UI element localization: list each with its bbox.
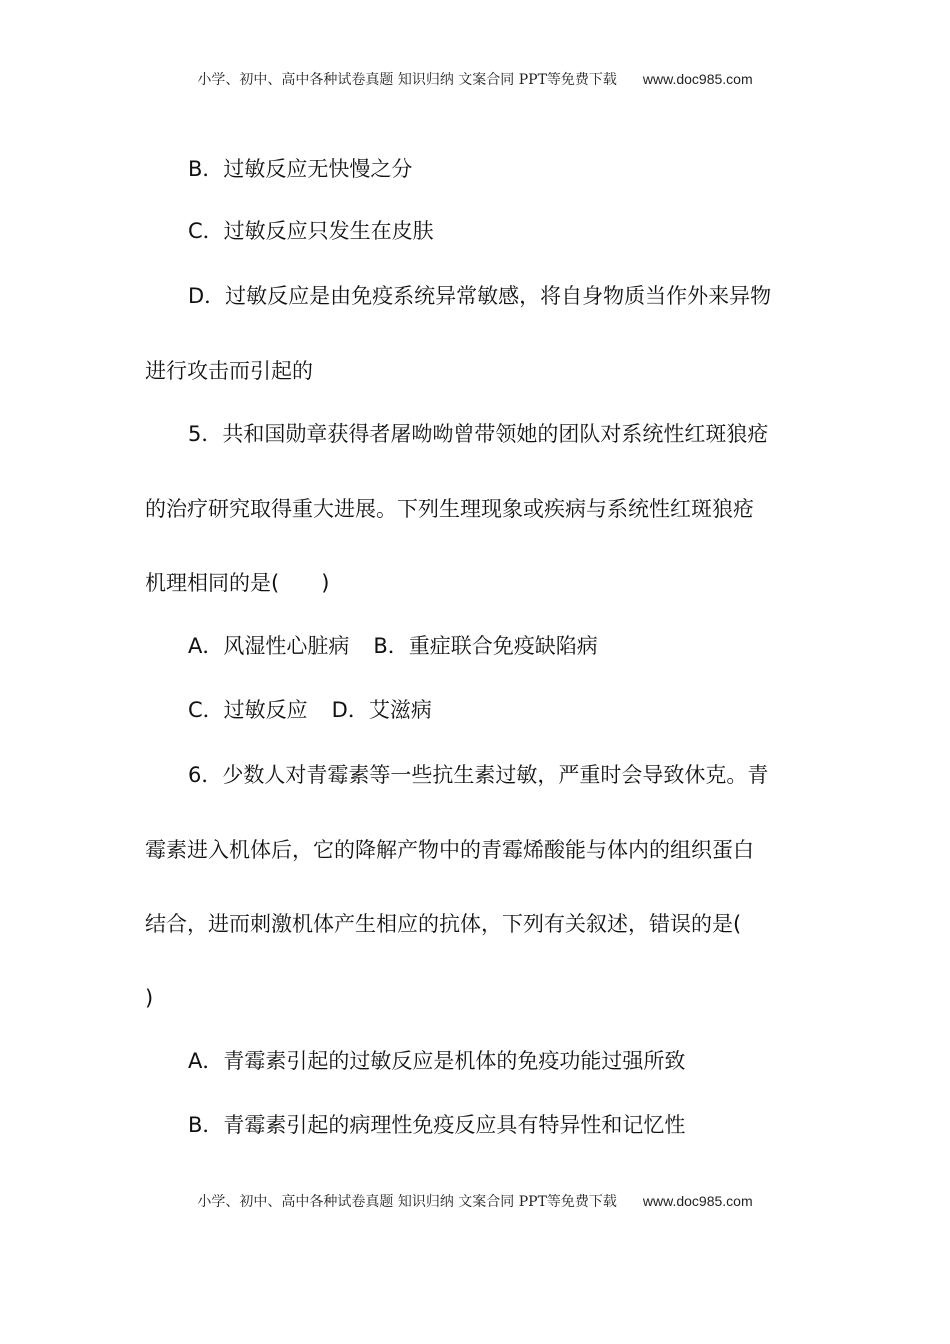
q4-option-b: B．过敏反应无快慢之分 [188,157,413,181]
q4-option-d-line2: 进行攻击而引起的 [145,359,313,383]
header-site-link[interactable]: www.doc985.com [642,71,753,87]
q6-stem-line3: 结合，进而刺激机体产生相应的抗体，下列有关叙述，错误的是( [145,912,742,936]
q4-option-d-line1: D．过敏反应是由免疫系统异常敏感，将自身物质当作外来异物 [188,284,772,308]
q5-option-a: A．风湿性心脏病 [188,634,350,658]
q5-stem-line1: 5．共和国勋章获得者屠呦呦曾带领她的团队对系统性红斑狼疮 [188,422,769,446]
q5-option-d: D．艾滋病 [331,698,432,722]
q6-option-a: A．青霉素引起的过敏反应是机体的免疫功能过强所致 [188,1049,686,1073]
q6-stem-line4: ) [145,986,154,1010]
footer-site-link[interactable]: www.doc985.com [642,1193,753,1209]
q6-stem-line1: 6．少数人对青霉素等一些抗生素过敏，严重时会导致休克。青 [188,763,769,787]
page-header [0,69,950,89]
q6-stem-line2: 霉素进入机体后，它的降解产物中的青霉烯酸能与体内的组织蛋白 [145,838,754,862]
q6-option-b: B．青霉素引起的病理性免疫反应具有特异性和记忆性 [188,1113,686,1137]
footer-text: 小学、初中、高中各种试卷真题 知识归纳 文案合同 PPT等免费下载 [197,1194,617,1210]
q4-option-c: C．过敏反应只发生在皮肤 [188,219,434,243]
page-footer [0,1191,950,1211]
q5-stem-line3: 机理相同的是( ) [145,571,330,595]
q5-options-row2 [188,696,432,724]
q5-options-row1 [188,632,598,660]
q5-option-c: C．过敏反应 [188,698,308,722]
q5-stem-line2: 的治疗研究取得重大进展。下列生理现象或疾病与系统性红斑狼疮 [145,497,754,521]
q5-option-b: B．重症联合免疫缺陷病 [373,634,598,658]
header-text: 小学、初中、高中各种试卷真题 知识归纳 文案合同 PPT等免费下载 [197,72,617,88]
